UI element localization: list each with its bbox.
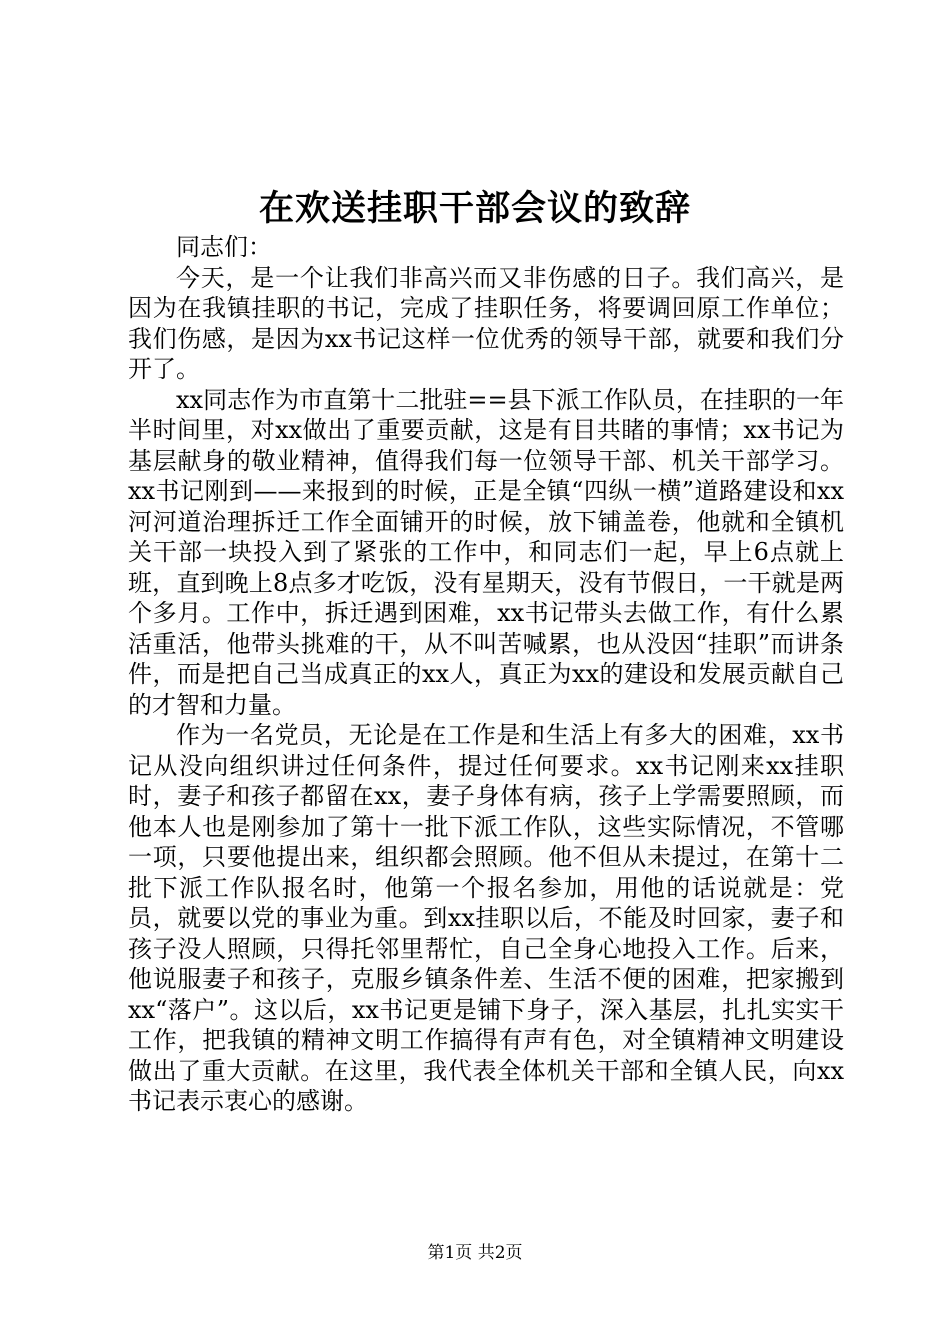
document-body (128, 232, 844, 1117)
page-footer: 第1页 共2页 (427, 1243, 523, 1263)
paragraph-3: 作为一名党员，无论是在工作是和生活上有多大的困难，xx书记从没向组织讲过任何条件，提过任何要求。xx书记刚来xx挂职时，妻子和孩子都留在xx，妻子身体有病，孩子上学需要照顾，而他本人也是刚参加了第十一批下派工作队，这些实际情况，不管哪一项，只要他提出来，组织都会照顾。他不但从未提过，在第十二批下派工作队报名时，他第一个报名参加，用他的话说就是：党员，就要以党的事业为重。到xx挂职以后，不能及时回家，妻子和孩子没人照顾，只得托邻里帮忙，自己全身心地投入工作。后来，他说服妻子和孩子，克服乡镇条件差、生活不便的困难，把家搬到xx“落户”。这以后，xx书记更是铺下身子，深入基层，扎扎实实干工作，把我镇的精神文明工作搞得有声有色，对全镇精神文明建设做出了重大贡献。在这里，我代表全体机关干部和全镇人民，向xx书记表示衷心的感谢。 (128, 721, 844, 1115)
paragraph-1: 今天，是一个让我们非高兴而又非伤感的日子。我们高兴，是因为在我镇挂职的书记，完成了挂职任务，将要调回原工作单位；我们伤感，是因为xx书记这样一位优秀的领导干部，就要和我们分开了。 (128, 263, 844, 383)
salutation: 同志们： (176, 233, 272, 261)
paragraph-2: xx同志作为市直第十二批驻==县下派工作队员，在挂职的一年半时间里，对xx做出了重要贡献，这是有目共睹的事情；xx书记为基层献身的敬业精神，值得我们每一位领导干部、机关干部学习。xx书记刚到——来报到的时候，正是全镇“四纵一横”道路建设和xx河河道治理拆迁工作全面铺开的时候，放下铺盖卷，他就和全镇机关干部一块投入到了紧张的工作中，和同志们一起，早上6点就上班，直到晚上8点多才吃饭，没有星期天，没有节假日，一干就是两个多月。工作中，拆迁遇到困难，xx书记带头去做工作，有什么累活重活，他带头挑难的干，从不叫苦喊累，也从没因“挂职”而讲条件，而是把自己当成真正的xx人，真正为xx的建设和发展贡献自己的才智和力量。 (128, 385, 844, 719)
document-title: 在欢送挂职干部会议的致辞 (258, 188, 691, 229)
